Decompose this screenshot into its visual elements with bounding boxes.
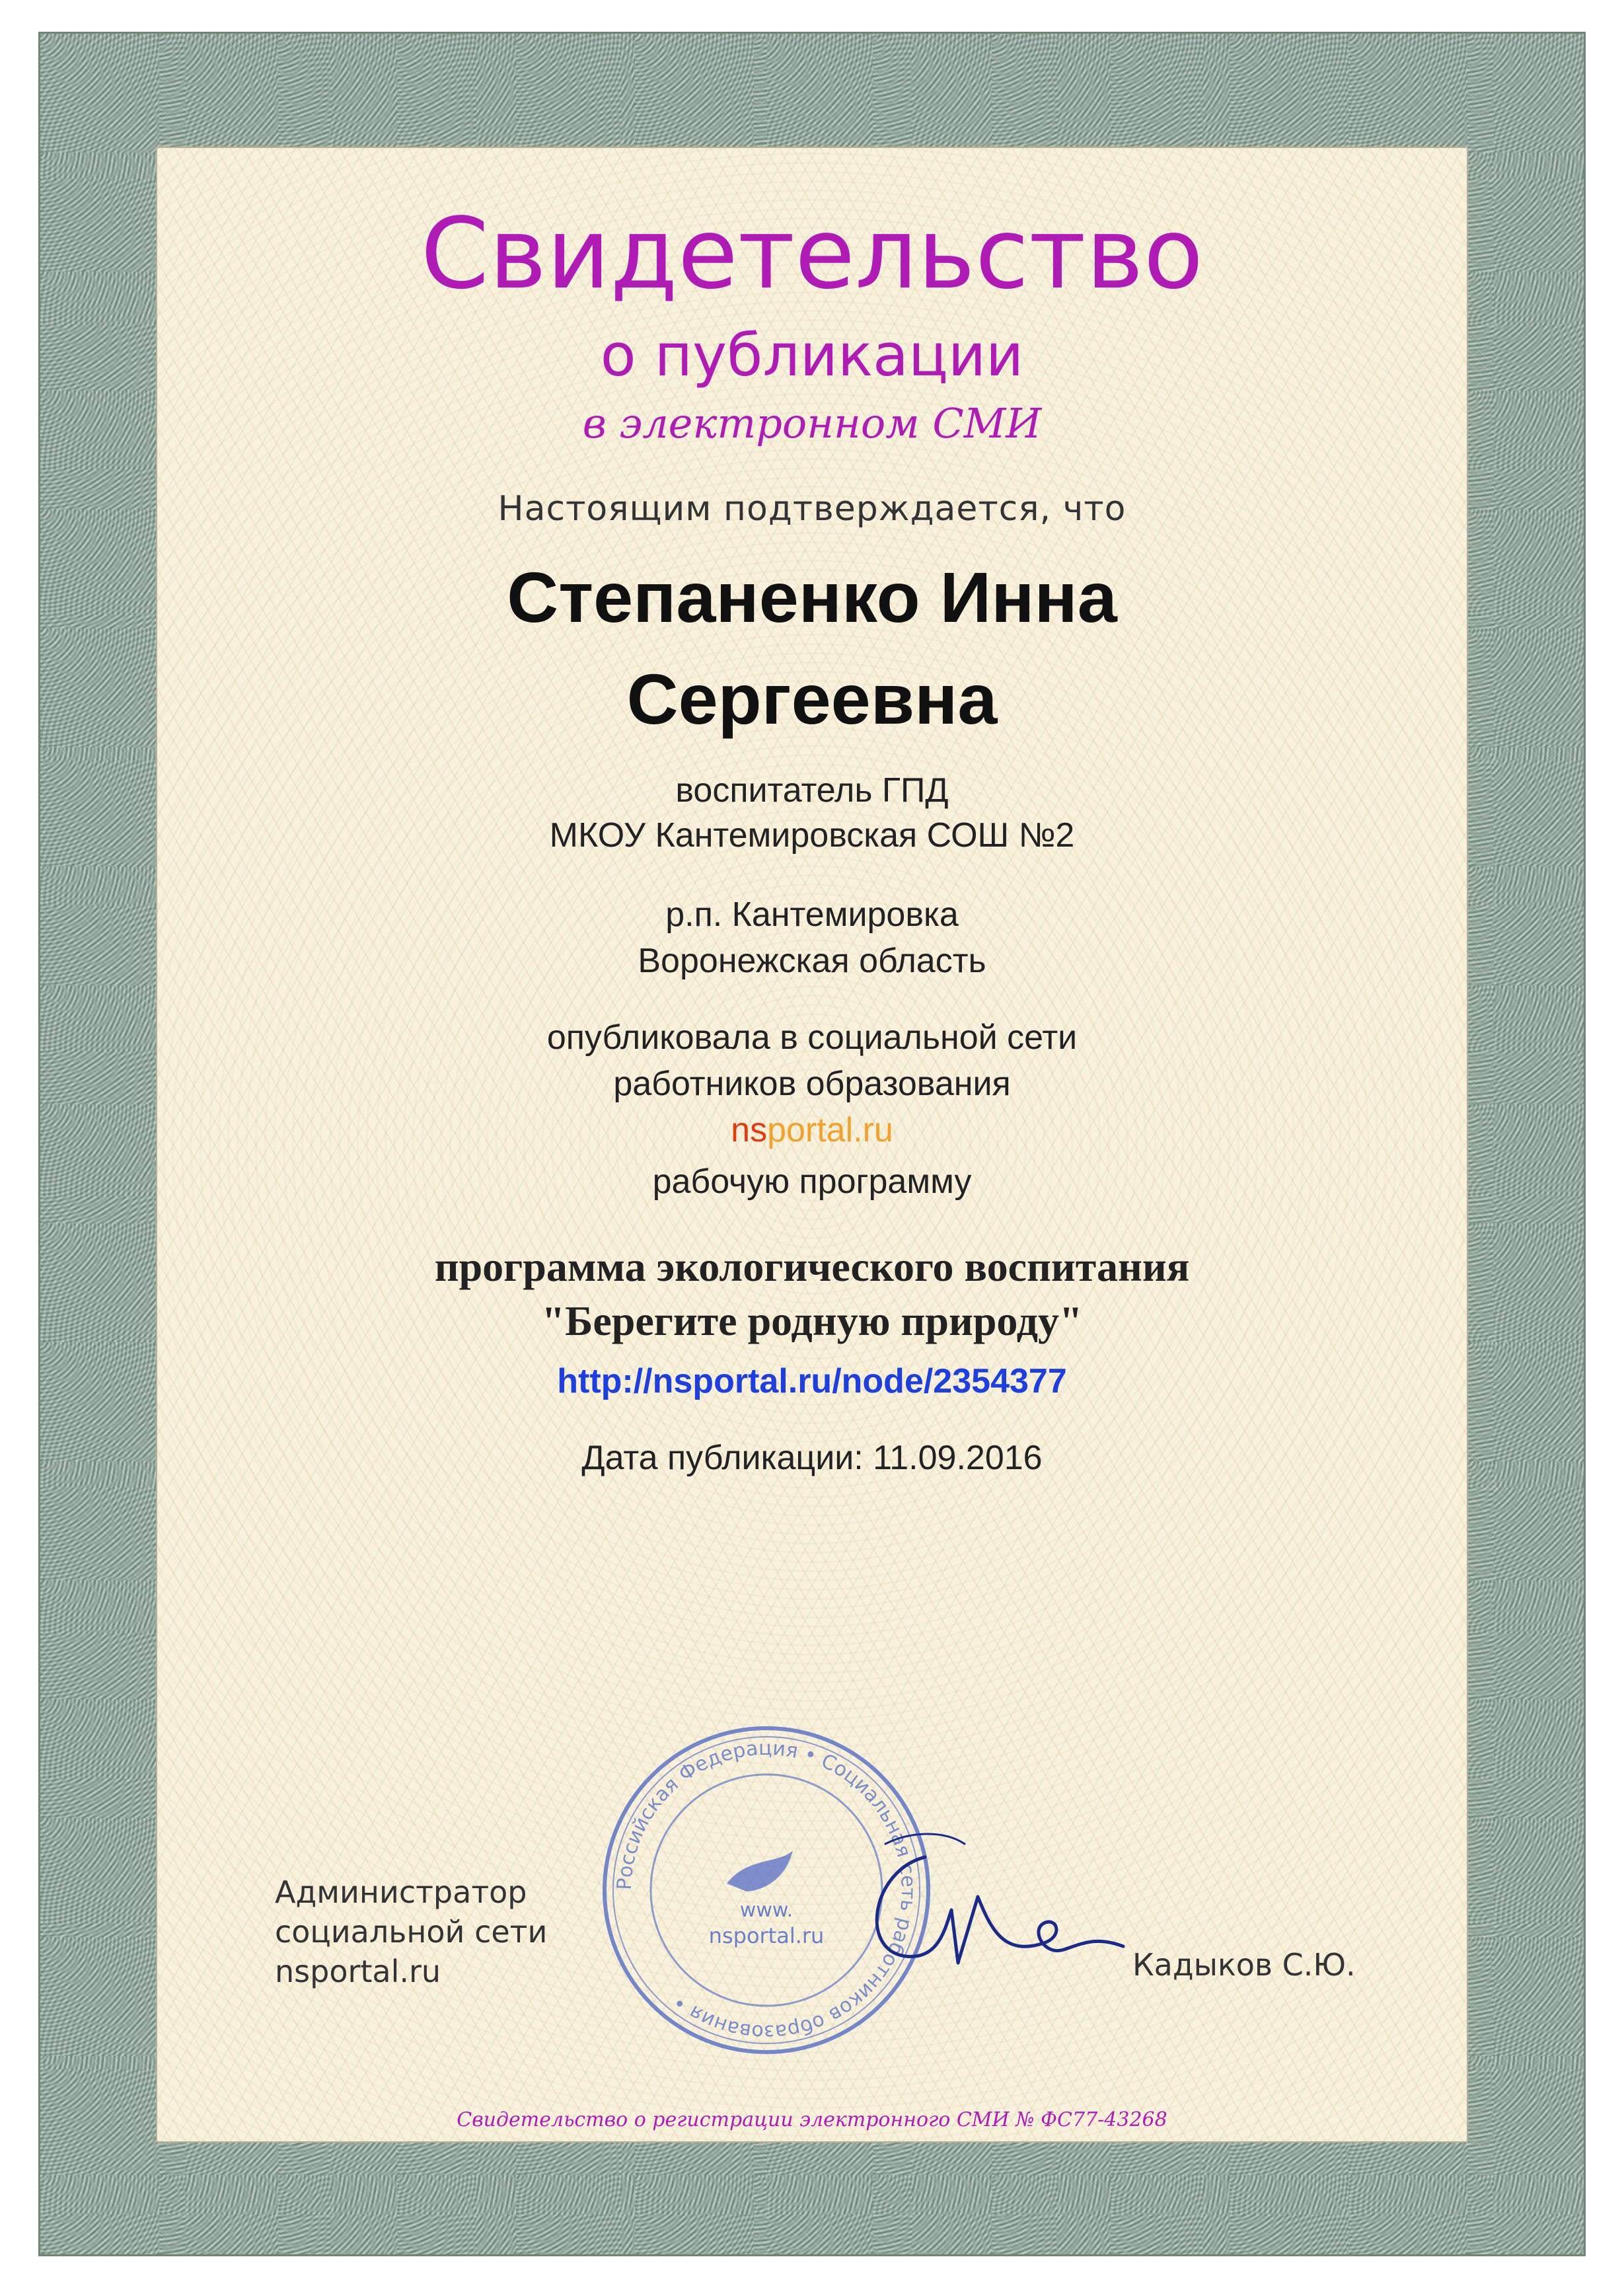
recipient-name-line1: Степаненко Инна [507,557,1117,637]
certificate-title: Свидетельство [420,197,1204,311]
work-title-line2: "Берегите родную природу" [541,1297,1083,1344]
signer-name: Кадыков С.Ю. [1132,1947,1356,1983]
admin-label-line3: nsportal.ru [275,1953,441,1989]
recipient-name-line2: Сергеевна [626,659,998,739]
admin-label-line1: Администратор [275,1874,527,1910]
published-text-line2: работников образования [613,1065,1011,1103]
publication-date: Дата публикации: 11.09.2016 [581,1439,1043,1477]
signature-image [846,1804,1150,2002]
admin-label-line2: социальной сети [275,1913,548,1950]
recipient-school: МКОУ Кантемировская СОШ №2 [549,816,1075,855]
stamp-center-line2: nsportal.ru [708,1923,825,1948]
recipient-position: воспитатель ГПД [675,771,949,810]
stamp-center-line1: www. [739,1899,794,1922]
confirmation-text: Настоящим подтверждается, что [498,489,1126,529]
document-type: рабочую программу [652,1163,972,1201]
certificate-subtitle: о публикации [600,321,1024,389]
published-text-line1: опубликовала в социальной сети [546,1018,1078,1057]
registration-footnote: Свидетельство о регистрации электронного СМИ № ФС77-43268 [457,2108,1167,2131]
administrator-block [275,1873,547,1991]
stamp-bird-icon [727,1850,793,1891]
site-name-portal: portal.ru [767,1111,893,1149]
site-name-ns: ns [731,1111,768,1149]
certificate-subtitle-media: в электронном СМИ [582,399,1042,447]
recipient-region: Воронежская область [638,942,986,980]
publication-link[interactable]: http://nsportal.ru/node/2354377 [557,1362,1067,1400]
recipient-town: р.п. Кантемировка [665,896,959,934]
site-name[interactable] [0,1106,1624,1155]
work-title-line1: программа экологического воспитания [434,1243,1190,1290]
stamp-ring-text: Российская Федерация • Социальная сеть работников образования • [612,1736,920,2044]
